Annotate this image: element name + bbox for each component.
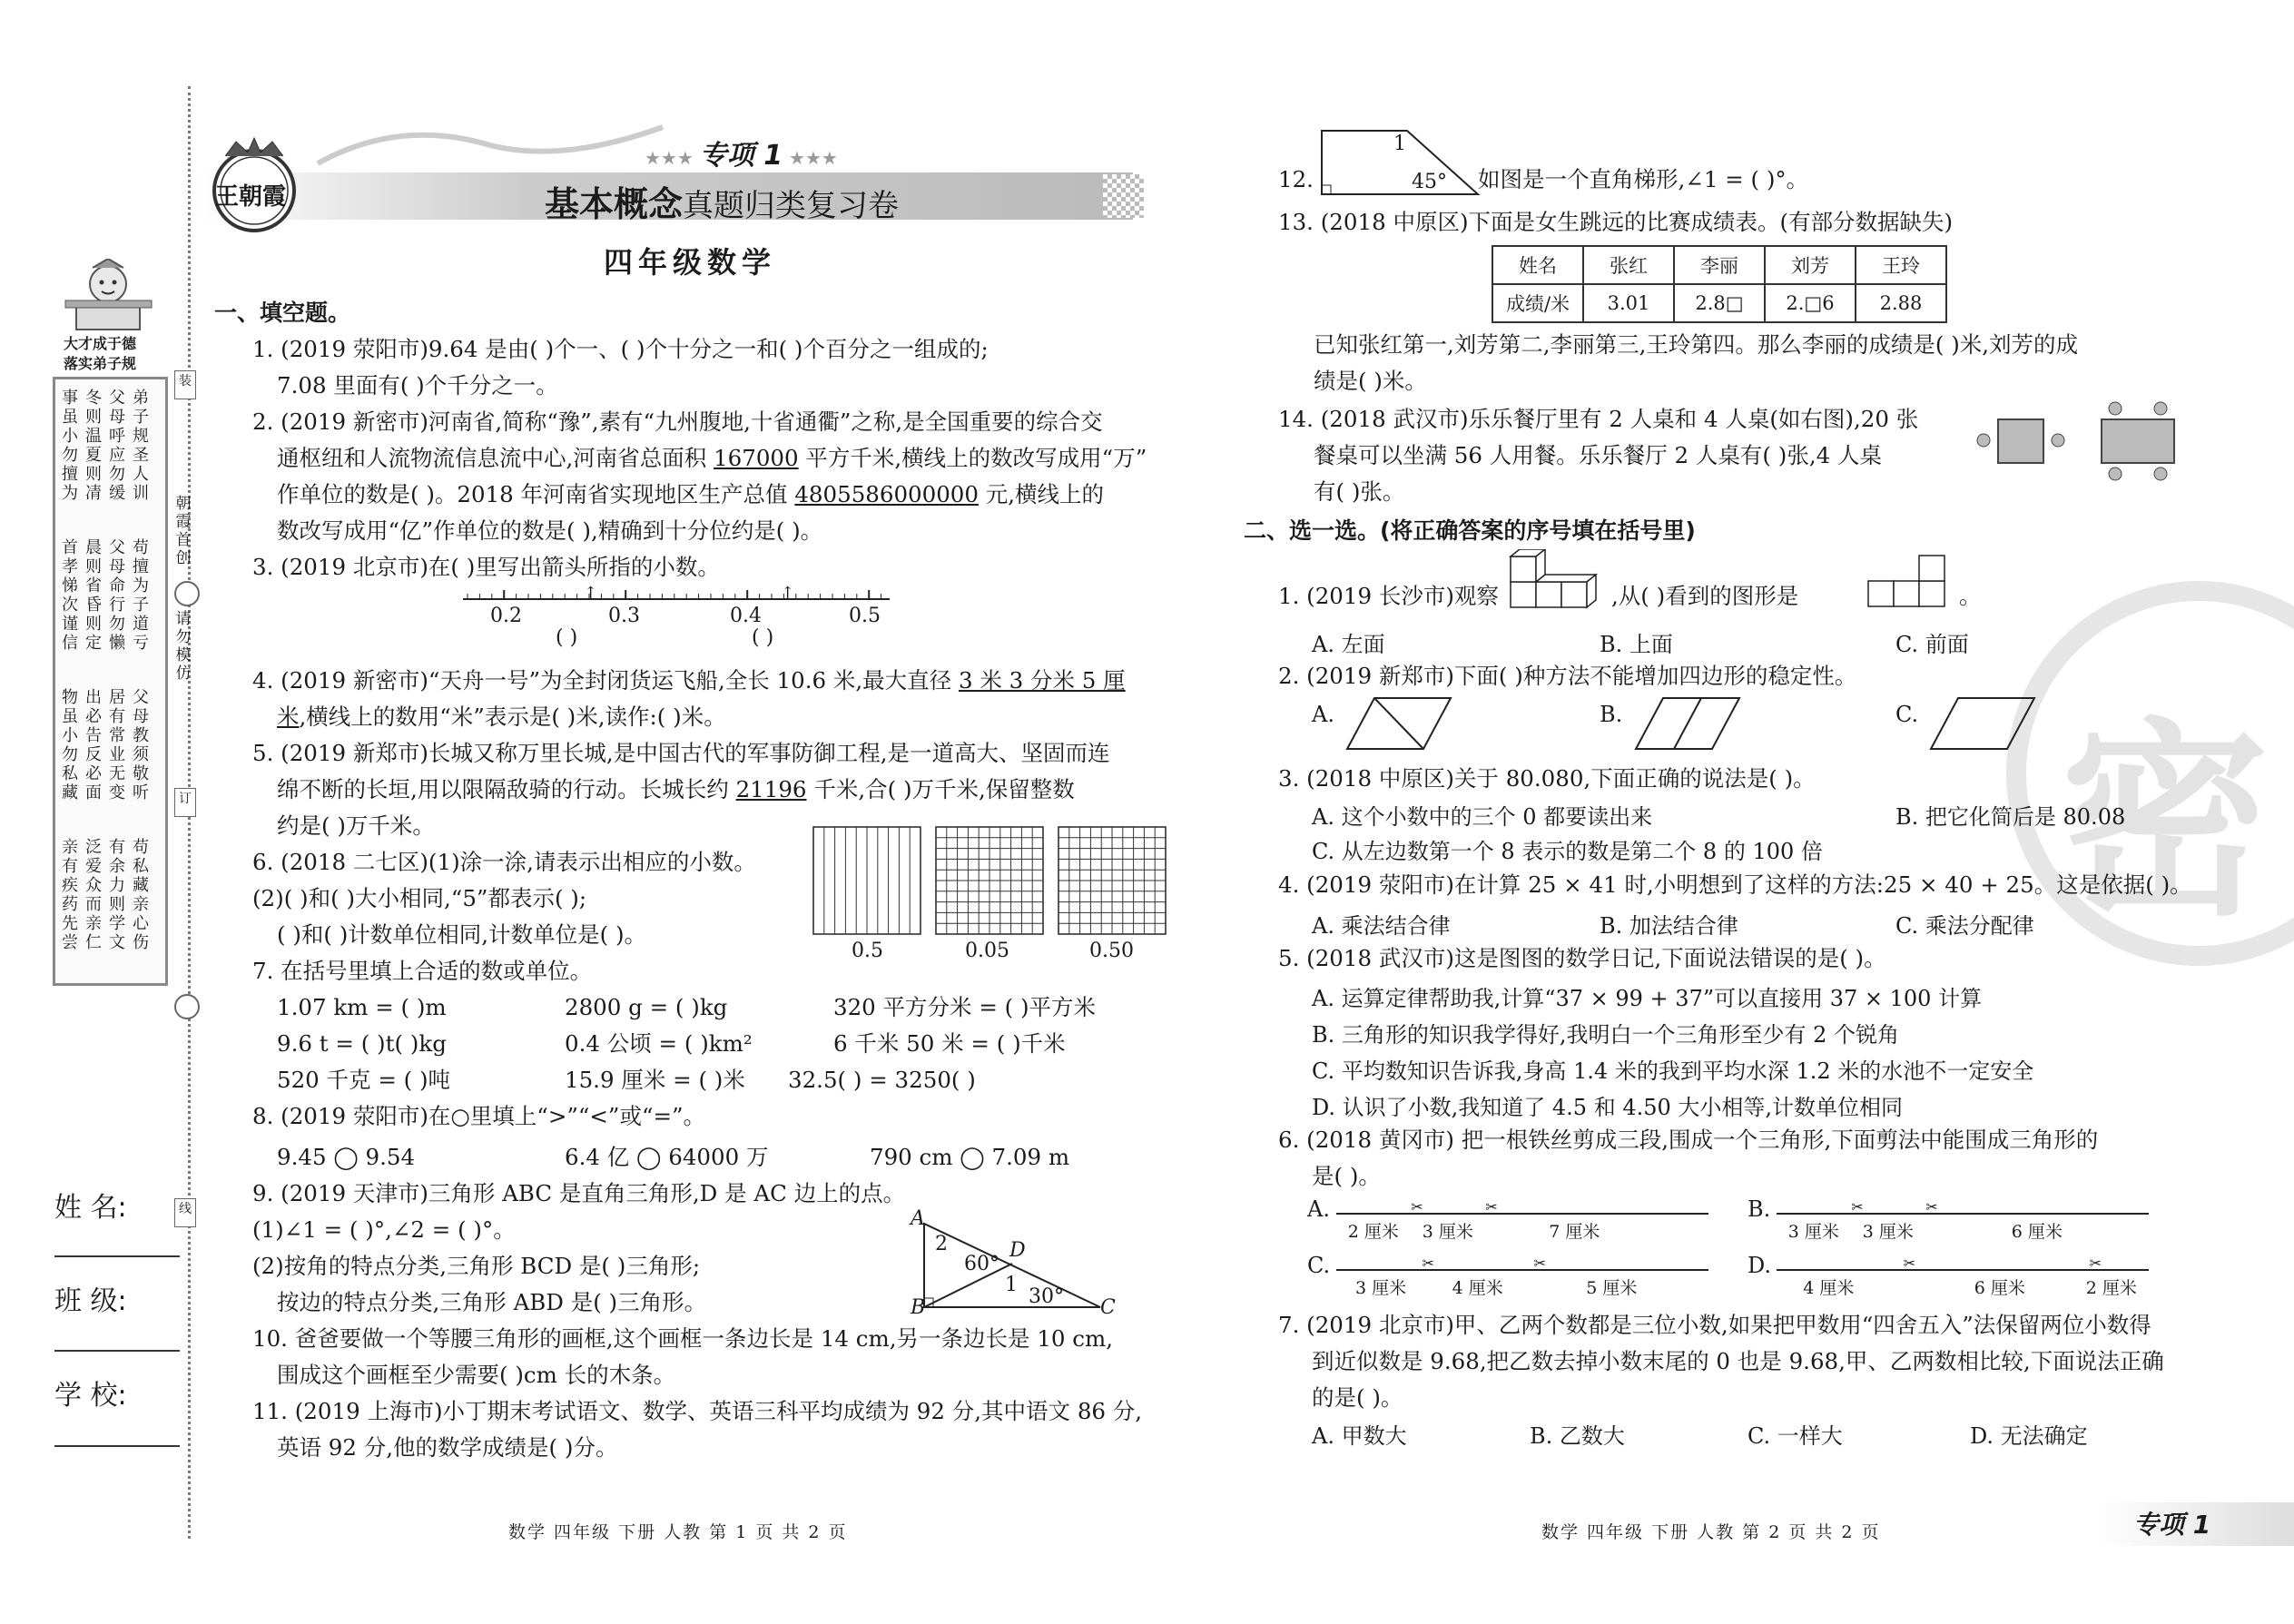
rule-column: 泛爱众而亲仁 — [85, 838, 102, 952]
q2-line2: 通枢纽和人流物流信息流中心,河南省总面积 167000 平方千米,横线上的数改写成用“万” — [277, 445, 1147, 471]
wire-segment-label: 6 厘米 — [1974, 1278, 2025, 1298]
q13-line2: 已知张红第一,刘芳第二,李丽第三,王玲第四。那么李丽的成绩是( )米,刘芳的成 — [1314, 331, 2079, 358]
c1-option-b[interactable]: B. 上面 — [1600, 632, 1673, 657]
decimal-grid[interactable] — [1058, 826, 1167, 935]
table-figures — [1974, 399, 2201, 490]
quad-figure-a — [1345, 694, 1454, 753]
scissors-icon: ✂ — [1851, 1198, 1864, 1216]
q1-line2: 7.08 里面有( )个千分之一。 — [277, 372, 558, 399]
view-shape-figure — [1866, 554, 1957, 608]
c5-text: 5. (2018 武汉市)这是图图的数学日记,下面说法错误的是( )。 — [1278, 945, 1886, 971]
q9-line1: 9. (2019 天津市)三角形 ABC 是直角三角形,D 是 AC 边上的点。 — [252, 1180, 906, 1206]
c1-period: 。 — [1959, 583, 1982, 609]
q11-line2: 英语 92 分,他的数学成绩是( )分。 — [277, 1434, 618, 1461]
table-cell: 刘芳 — [1765, 246, 1856, 284]
rule-column: 父母教须敬听 — [133, 688, 149, 802]
q5-line2: 绵不断的长垣,用以限隔敌骑的行动。长城长约 21196 千米,合( )万千米,保留整数 — [277, 776, 1075, 802]
c5-option-d[interactable]: D. 认识了小数,我知道了 4.5 和 4.50 大小相等,计数单位相同 — [1312, 1095, 1904, 1120]
q2-line1: 2. (2019 新密市)河南省,简称“豫”,素有“九州腹地,十省通衢”之称,是全国重要的综合交 — [252, 408, 1103, 435]
table-cell: 2.8□ — [1674, 284, 1765, 322]
c2-option-b[interactable]: B. — [1600, 702, 1623, 727]
q7-r2-c1: 9.6 t = ( )t( )kg — [277, 1030, 447, 1057]
q14-line1: 14. (2018 武汉市)乐乐餐厅里有 2 人桌和 4 人桌(如右图),20 张 — [1278, 406, 1919, 432]
school-field[interactable] — [54, 1445, 180, 1447]
arrow-up-icon: ↑ — [584, 584, 598, 603]
decimal-grid[interactable] — [812, 826, 921, 935]
vertex-a-label: A — [911, 1207, 925, 1230]
page-title: 基本概念真题归类复习卷 — [545, 184, 900, 224]
c7-line2: 到近似数是 9.68,把乙数去掉小数末尾的 0 也是 9.68,甲、乙两数相比较,下面说法正确 — [1312, 1348, 2164, 1374]
q12-number: 12. — [1278, 166, 1314, 192]
angle-30-label: 30° — [1029, 1285, 1064, 1308]
c6-option-label[interactable]: A. — [1307, 1196, 1330, 1222]
q4-line1: 4. (2019 新密市)“天舟一号”为全封闭货运飞船,全长 10.6 米,最大直径 3 米 3 分米 5 厘 — [252, 667, 1126, 694]
c7-option-b[interactable]: B. 乙数大 — [1530, 1423, 1625, 1449]
cut-mark-3: 线 — [174, 1198, 196, 1227]
q5-line1: 5. (2019 新郑市)长城又称万里长城,是中国古代的军事防御工程,是一道高大、坚固而连 — [252, 740, 1110, 766]
quad-figure-c — [1929, 694, 2038, 753]
c6-line2: 是( )。 — [1312, 1163, 1381, 1189]
table-cell: 3.01 — [1583, 284, 1674, 322]
wire-segment-label: 3 厘米 — [1422, 1222, 1473, 1242]
cube-stack-figure — [1507, 549, 1616, 613]
scissors-icon: ✂ — [1925, 1198, 1938, 1216]
score-table — [1492, 245, 1947, 323]
grid-label-2: 0.05 — [965, 940, 1009, 962]
table-cell: 王玲 — [1856, 246, 1946, 284]
q7-r3-c2: 15.9 厘米 = ( )米 — [565, 1067, 745, 1093]
c3-text: 3. (2018 中原区)关于 80.080,下面正确的说法是( )。 — [1278, 765, 1816, 792]
c5-option-c[interactable]: C. 平均数知识告诉我,身高 1.4 米的我到平均水深 1.2 米的水池不一定安全 — [1312, 1058, 2034, 1084]
wire-segment-label: 2 厘米 — [2085, 1278, 2137, 1298]
rule-column: 物虽小勿私藏 — [62, 688, 78, 802]
section-1-title: 一、填空题。 — [214, 300, 351, 326]
q14-line2: 餐桌可以坐满 56 人用餐。乐乐餐厅 2 人桌有( )张,4 人桌 — [1314, 442, 1882, 468]
q7-text: 7. 在括号里填上合适的数或单位。 — [252, 958, 593, 984]
q5-line3: 约是( )万千米。 — [277, 812, 435, 839]
q7-r1-c1: 1.07 km = ( )m — [277, 994, 447, 1020]
name-label: 姓 名: — [54, 1192, 127, 1224]
c3-option-b[interactable]: B. 把它化简后是 80.08 — [1895, 804, 2126, 830]
wire-segment-label: 2 厘米 — [1347, 1222, 1399, 1242]
q1-line1: 1. (2019 荥阳市)9.64 是由( )个一、( )个十分之一和( )个百分之一组成的; — [252, 336, 989, 362]
q12-text: 如图是一个直角梯形,∠1 = ( )°。 — [1478, 166, 1809, 192]
q13-line3: 绩是( )米。 — [1314, 368, 1427, 394]
vertical-text-1: 朝霞首创 — [175, 495, 192, 567]
footer-left: 数学 四年级 下册 人教 第 1 页 共 2 页 — [508, 1522, 848, 1542]
decimal-grid[interactable] — [935, 826, 1044, 935]
cut-mark-2: 订 — [174, 788, 196, 817]
arrow-up-icon: ↑ — [781, 584, 795, 603]
q2-line4: 数改写成用“亿”作单位的数是( ),精确到十分位约是( )。 — [277, 517, 823, 544]
q9-line2: (1)∠1 = ( )°,∠2 = ( )°。 — [252, 1216, 516, 1243]
section-2-title: 二、选一选。(将正确答案的序号填在括号里) — [1244, 517, 1696, 544]
rule-column: 苟擅为子道亏 — [133, 538, 149, 653]
q8-item-3: 790 cm ◯ 7.09 m — [870, 1144, 1070, 1170]
c7-option-a[interactable]: A. 甲数大 — [1312, 1423, 1407, 1449]
tick-label-2: 0.4 — [730, 605, 762, 627]
mascot-motto-1: 大才成于德 — [64, 335, 137, 352]
c2-option-c[interactable]: C. — [1895, 702, 1919, 727]
q13-line1: 13. (2018 中原区)下面是女生跳远的比赛成绩表。(有部分数据缺失) — [1278, 209, 1954, 235]
footer-right: 数学 四年级 下册 人教 第 2 页 共 2 页 — [1541, 1522, 1881, 1542]
rule-column: 苟私藏亲心伤 — [133, 838, 149, 952]
q9-line3: (2)按角的特点分类,三角形 BCD 是( )三角形; — [252, 1253, 701, 1279]
answer-paren-1[interactable]: ( ) — [556, 626, 578, 649]
q3-text: 3. (2019 北京市)在( )里写出箭头所指的小数。 — [252, 554, 720, 580]
c1-text-b: ,从( )看到的图形是 — [1611, 583, 1799, 609]
q4-line2: 米,横线上的数用“米”表示是( )米,读作:( )米。 — [277, 704, 726, 730]
q8-item-1: 9.45 ◯ 9.54 — [277, 1144, 416, 1170]
tick-label-3: 0.5 — [849, 605, 881, 627]
q7-r1-c2: 2800 g = ( )kg — [565, 994, 728, 1020]
q6-line3: ( )和( )计数单位相同,计数单位是( )。 — [277, 921, 647, 948]
q7-r3-c3: 32.5( ) = 3250( ) — [788, 1067, 976, 1093]
wire-segment-label: 3 厘米 — [1862, 1222, 1914, 1242]
trap-angle-1-label: 1 — [1393, 133, 1406, 155]
q14-line3: 有( )张。 — [1314, 478, 1405, 505]
wire-segment-label: 4 厘米 — [1803, 1278, 1855, 1298]
c2-text: 2. (2019 新郑市)下面( )种方法不能增加四边形的稳定性。 — [1278, 663, 1857, 689]
rule-column: 事虽小勿擅为 — [62, 389, 78, 503]
c1-option-a[interactable]: A. 左面 — [1312, 632, 1385, 657]
wire-segment-label: 7 厘米 — [1549, 1222, 1600, 1242]
c4-option-c[interactable]: C. 乘法分配律 — [1895, 913, 2034, 939]
school-label: 学 校: — [54, 1380, 127, 1412]
binding-hole-2 — [174, 994, 200, 1019]
rule-column: 弟子规圣人训 — [133, 389, 149, 503]
rule-column: 亲有疾药先尝 — [62, 838, 78, 952]
c4-option-b[interactable]: B. 加法结合律 — [1600, 913, 1738, 939]
c2-option-a[interactable]: A. — [1312, 702, 1334, 727]
table-cell: 张红 — [1583, 246, 1674, 284]
table-cell: 李丽 — [1674, 246, 1765, 284]
angle-1-label: 1 — [1005, 1274, 1018, 1296]
c1-text-a: 1. (2019 长沙市)观察 — [1278, 583, 1499, 609]
rule-column: 冬则温夏则凊 — [85, 389, 102, 503]
wire-segment-label: 6 厘米 — [2011, 1222, 2063, 1242]
ribbon-decoration — [309, 109, 672, 172]
q7-r2-c3: 6 千米 50 米 = ( )千米 — [833, 1030, 1066, 1057]
rule-column: 父母命行勿懒 — [109, 538, 125, 653]
topic-heading: ★★★ 专项 1 ★★★ — [645, 140, 838, 172]
c6-line1: 6. (2018 黄冈市) 把一根铁丝剪成三段,围成一个三角形,下面剪法中能围成三角形的 — [1278, 1127, 2099, 1153]
c3-option-a[interactable]: A. 这个小数中的三个 0 都要读出来 — [1312, 804, 1653, 830]
class-label: 班 级: — [54, 1285, 127, 1317]
rule-column: 出必告反必面 — [85, 688, 102, 802]
tick-label-0: 0.2 — [490, 605, 522, 627]
c1-option-c[interactable]: C. 前面 — [1895, 632, 1969, 657]
scissors-icon: ✂ — [2089, 1255, 2102, 1272]
brand-logo-text: 王朝霞 — [215, 183, 287, 211]
q9-line4: 按边的特点分类,三角形 ABD 是( )三角形。 — [277, 1289, 707, 1315]
c7-option-d[interactable]: D. 无法确定 — [1970, 1423, 2088, 1449]
q10-line2: 围成这个画框至少需要( )cm 长的木条。 — [277, 1362, 676, 1388]
q8-text: 8. (2019 荥阳市)在○里填上“>”“<”或“=”。 — [252, 1103, 706, 1129]
rule-column: 首孝悌次谨信 — [62, 538, 78, 653]
rule-column: 父母呼应勿缓 — [109, 389, 125, 503]
q7-r3-c1: 520 千克 = ( )吨 — [277, 1067, 451, 1093]
wire-segment-label: 4 厘米 — [1452, 1278, 1503, 1298]
wire-segment-label: 3 厘米 — [1787, 1222, 1839, 1242]
table-row — [1492, 246, 1946, 284]
table-cell: 姓名 — [1492, 246, 1583, 284]
rule-column: 晨则省昏则定 — [85, 538, 102, 653]
wire-segment-line — [1336, 1269, 1708, 1271]
vertex-d-label: D — [1009, 1239, 1026, 1262]
table-cell: 2.□6 — [1765, 284, 1856, 322]
c4-text: 4. (2019 荥阳市)在计算 25 × 41 时,小明想到了这样的方法:25 × 40 + 25。这是依据( )。 — [1278, 871, 2192, 898]
table-cell: 成绩/米 — [1492, 284, 1583, 322]
angle-60-label: 60° — [964, 1253, 999, 1275]
wire-segment-line — [1777, 1213, 2149, 1215]
q11-line1: 11. (2019 上海市)小丁期末考试语文、数学、英语三科平均成绩为 92 分,其中语文 86 分, — [252, 1398, 1143, 1424]
c6-option-label[interactable]: C. — [1307, 1253, 1331, 1278]
answer-paren-2[interactable]: ( ) — [752, 626, 774, 649]
grid-label-3: 0.50 — [1089, 940, 1134, 962]
scissors-icon: ✂ — [1411, 1198, 1423, 1216]
q6-line2: (2)( )和( )大小相同,“5”都表示( ); — [252, 885, 587, 911]
mascot-motto-2: 落实弟子规 — [64, 355, 137, 372]
vertex-b-label: B — [911, 1296, 926, 1319]
c7-line3: 的是( )。 — [1312, 1384, 1403, 1411]
checker-pattern — [1103, 174, 1144, 218]
angle-2-label: 2 — [935, 1233, 948, 1255]
c4-option-a[interactable]: A. 乘法结合律 — [1312, 913, 1451, 939]
q7-r2-c2: 0.4 公顷 = ( )km² — [565, 1030, 753, 1057]
wire-segment-label: 3 厘米 — [1355, 1278, 1407, 1298]
vertical-text-2: 请勿模仿 — [175, 610, 192, 683]
c7-line1: 7. (2019 北京市)甲、乙两个数都是三位小数,如果把甲数用“四舍五入”法保留两位小数得 — [1278, 1312, 2151, 1338]
trap-angle-45-label: 45° — [1412, 171, 1447, 193]
scissors-icon: ✂ — [1485, 1198, 1498, 1216]
q7-r1-c3: 320 平方分米 = ( )平方米 — [833, 994, 1097, 1020]
wire-segment-label: 5 厘米 — [1586, 1278, 1638, 1298]
tick-label-1: 0.3 — [608, 605, 640, 627]
table-row — [1492, 284, 1946, 322]
c6-option-label[interactable]: B. — [1748, 1196, 1771, 1222]
wire-segment-line — [1336, 1213, 1708, 1215]
c3-option-c[interactable]: C. 从左边数第一个 8 表示的数是第二个 8 的 100 倍 — [1312, 839, 1823, 864]
c7-option-c[interactable]: C. 一样大 — [1748, 1423, 1843, 1449]
name-field[interactable] — [54, 1255, 180, 1257]
c5-option-a[interactable]: A. 运算定律帮助我,计算“37 × 99 + 37”可以直接用 37 × 100 计算 — [1312, 986, 1983, 1011]
rule-column: 居有常业无变 — [109, 688, 125, 802]
rule-column: 有余力则学文 — [109, 838, 125, 952]
cut-mark-1: 装 — [174, 370, 196, 399]
secret-stamp-char: 密 — [2061, 702, 2270, 944]
scissors-icon: ✂ — [1903, 1255, 1915, 1272]
q10-line1: 10. 爸爸要做一个等腰三角形的画框,这个画框一条边长是 14 cm,另一条边长是 10 cm, — [252, 1325, 1114, 1352]
class-field[interactable] — [54, 1350, 180, 1352]
subtitle: 四年级数学 — [604, 245, 777, 280]
vertex-c-label: C — [1100, 1296, 1116, 1319]
c5-option-b[interactable]: B. 三角形的知识我学得好,我明白一个三角形至少有 2 个锐角 — [1312, 1022, 1900, 1048]
binding-hole-1 — [174, 581, 200, 606]
grid-label-1: 0.5 — [852, 940, 883, 962]
scissors-icon: ✂ — [1422, 1255, 1434, 1272]
quad-figure-b — [1634, 694, 1743, 753]
number-line — [458, 588, 894, 652]
q6-line1: 6. (2018 二七区)(1)涂一涂,请表示出相应的小数。 — [252, 849, 756, 875]
c6-option-label[interactable]: D. — [1748, 1253, 1772, 1278]
scissors-icon: ✂ — [1533, 1255, 1546, 1272]
table-cell: 2.88 — [1856, 284, 1946, 322]
q2-line3: 作单位的数是( )。2018 年河南省实现地区生产总值 4805586000000 元,横线上的 — [277, 481, 1105, 507]
footer-tag: 专项 1 — [2133, 1510, 2211, 1540]
q8-item-2: 6.4 亿 ◯ 64000 万 — [565, 1144, 769, 1170]
